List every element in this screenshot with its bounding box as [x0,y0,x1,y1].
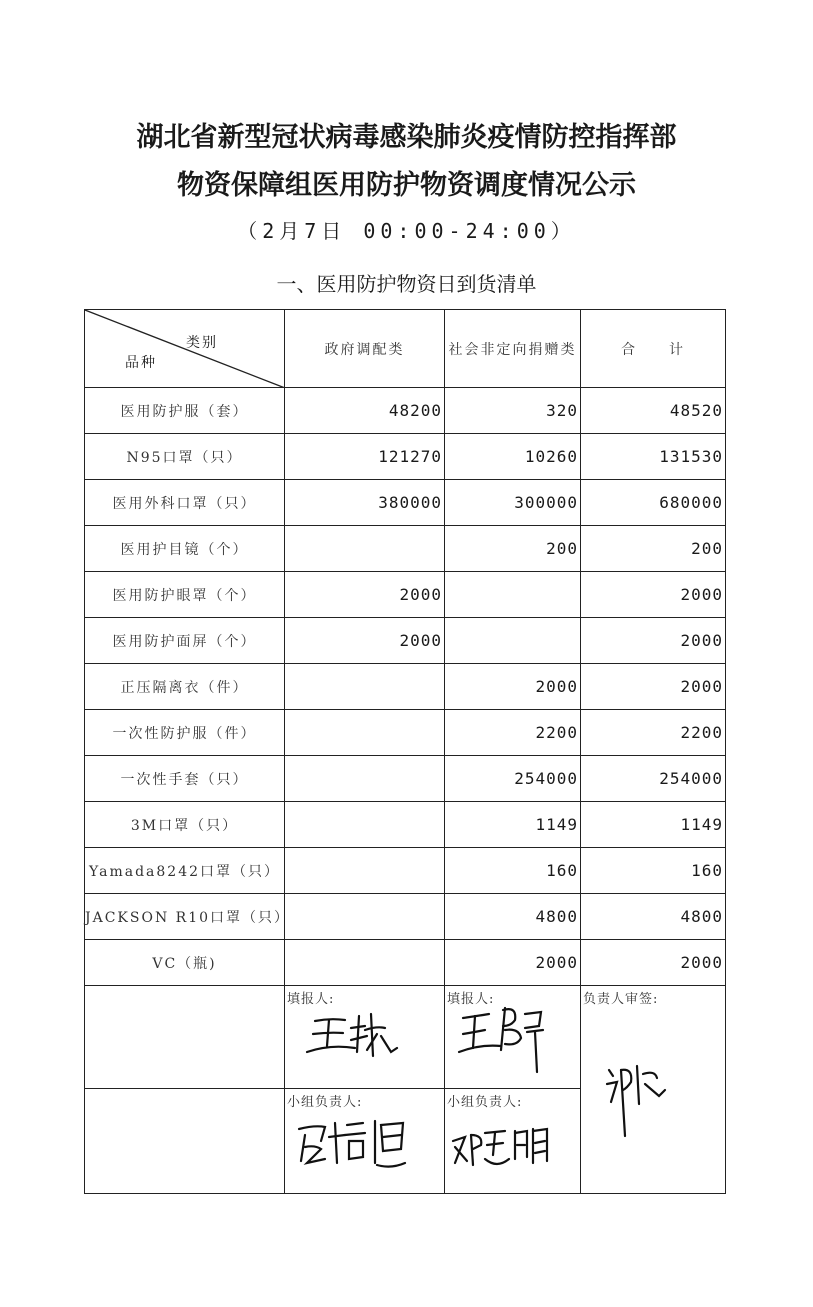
table-row [85,434,726,480]
approver-label: 负责人审签: [583,992,659,1007]
table-row [85,618,726,664]
item-name-cell: 医用外科口罩（只） [85,480,285,526]
government-value-cell [285,940,445,986]
total-value-cell: 680000 [581,480,726,526]
government-value-cell: 380000 [285,480,445,526]
item-name-cell: 医用防护眼罩（个） [85,572,285,618]
group-leader-signature-cell-1 [285,1089,445,1194]
total-value-cell: 160 [581,848,726,894]
table-row [85,526,726,572]
social-donation-value-cell: 10260 [445,434,581,480]
signature-row-filler [85,986,726,1089]
total-value-cell: 254000 [581,756,726,802]
table-row [85,664,726,710]
social-donation-value-cell: 254000 [445,756,581,802]
date-range: （2月7日 00:00-24:00） [237,219,576,243]
section-title: 一、医用防护物资日到货清单 [276,272,537,296]
total-value-cell: 2000 [581,940,726,986]
group-leader-label-2: 小组负责人: [447,1095,523,1110]
total-value-cell: 2000 [581,572,726,618]
total-value-cell: 2200 [581,710,726,756]
diagonal-line [85,310,285,388]
government-value-cell: 121270 [285,434,445,480]
government-value-cell [285,664,445,710]
item-name-cell: N95口罩（只） [85,434,285,480]
handwritten-signature [445,986,581,1086]
corner-header-cell [85,310,285,388]
filler-label: 填报人: [287,992,335,1007]
supplies-table [84,309,726,1194]
social-donation-value-cell: 4800 [445,894,581,940]
government-value-cell: 2000 [285,618,445,664]
social-donation-value-cell: 2200 [445,710,581,756]
total-value-cell: 2000 [581,618,726,664]
filler-label-2: 填报人: [447,992,495,1007]
item-name-cell: 正压隔离衣（件） [85,664,285,710]
table-row [85,894,726,940]
item-name-cell: 一次性手套（只） [85,756,285,802]
item-name-cell: 医用护目镜（个） [85,526,285,572]
table-row [85,480,726,526]
table-row [85,388,726,434]
total-value-cell: 4800 [581,894,726,940]
total-value-cell: 131530 [581,434,726,480]
item-name-cell: 一次性防护服（件） [85,710,285,756]
total-value-cell: 1149 [581,802,726,848]
government-value-cell: 2000 [285,572,445,618]
approver-signature-cell [581,986,726,1194]
column-header-government: 政府调配类 [285,310,445,388]
column-header-total: 合 计 [581,310,726,388]
government-value-cell: 48200 [285,388,445,434]
column-header-social-donation: 社会非定向捐赠类 [445,310,581,388]
social-donation-value-cell: 2000 [445,664,581,710]
table-row [85,572,726,618]
item-name-cell: 医用防护面屏（个） [85,618,285,664]
total-value-cell: 48520 [581,388,726,434]
filler-signature-cell-1 [285,986,445,1089]
social-donation-value-cell [445,618,581,664]
filler-signature-cell-2 [445,986,581,1089]
social-donation-value-cell: 160 [445,848,581,894]
table-row [85,710,726,756]
item-name-cell: Yamada8242口罩（只） [85,848,285,894]
group-leader-label: 小组负责人: [287,1095,363,1110]
corner-label-variety: 品种 [125,355,157,371]
signature-blank-cell-2 [85,1089,285,1194]
handwritten-signature [581,986,726,1191]
table-row [85,940,726,986]
page-title-line2: 物资保障组医用防护物资调度情况公示 [177,170,636,201]
social-donation-value-cell: 300000 [445,480,581,526]
social-donation-value-cell: 320 [445,388,581,434]
total-value-cell: 200 [581,526,726,572]
handwritten-signature [445,1089,581,1189]
table-row [85,848,726,894]
social-donation-value-cell: 2000 [445,940,581,986]
table-header-row [85,310,726,388]
group-leader-signature-cell-2 [445,1089,581,1194]
government-value-cell [285,848,445,894]
table-row [85,756,726,802]
government-value-cell [285,894,445,940]
item-name-cell: VC（瓶) [85,940,285,986]
social-donation-value-cell [445,572,581,618]
item-name-cell: JACKSON R10口罩（只） [85,894,285,940]
signature-blank-cell [85,986,285,1089]
government-value-cell [285,526,445,572]
government-value-cell [285,802,445,848]
total-value-cell: 2000 [581,664,726,710]
government-value-cell [285,710,445,756]
table-row [85,802,726,848]
item-name-cell: 医用防护服（套） [85,388,285,434]
handwritten-signature [285,1089,445,1189]
item-name-cell: 3M口罩（只） [85,802,285,848]
page-title-line1: 湖北省新型冠状病毒感染肺炎疫情防控指挥部 [136,122,677,153]
social-donation-value-cell: 200 [445,526,581,572]
corner-label-category: 类别 [186,335,218,351]
handwritten-signature [285,986,445,1086]
government-value-cell [285,756,445,802]
social-donation-value-cell: 1149 [445,802,581,848]
